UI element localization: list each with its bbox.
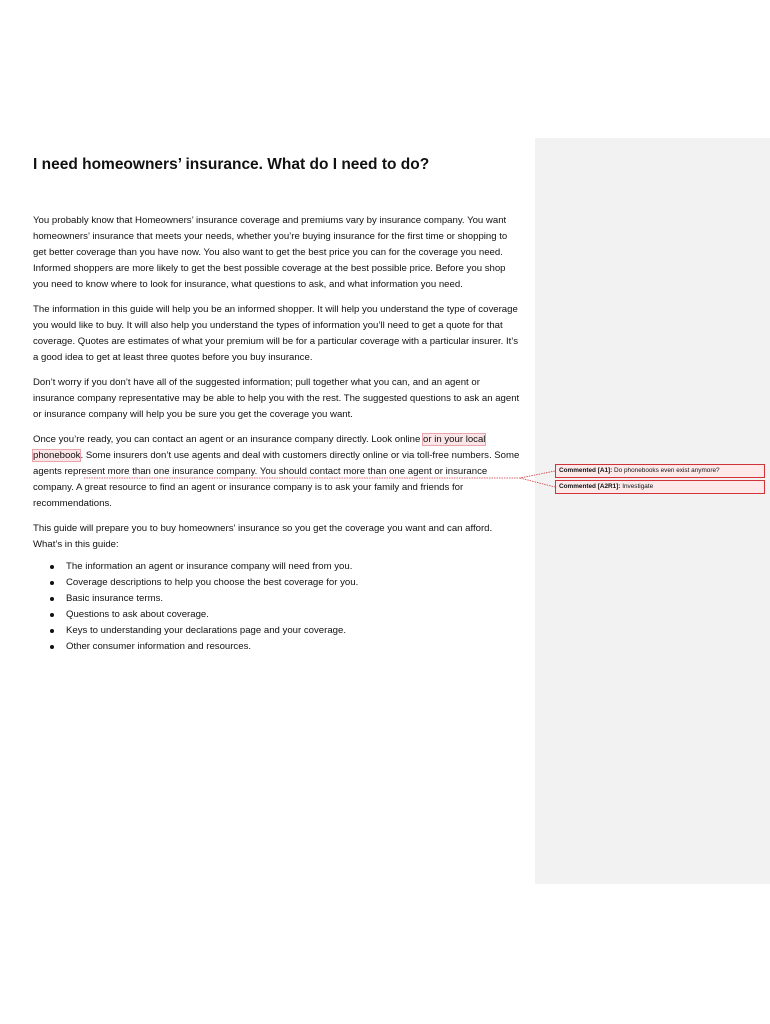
paragraph-contact-end: . Some insurers don’t use agents and deal with customers directly online or via toll-free numbers. Some agents represent more than one insurance company. You should contact more than one agent or insurance company. A great resource to find an agent or insurance company is to ask your family and friends for recommendations.: [33, 450, 520, 509]
comment-a2r1[interactable]: [555, 480, 765, 494]
comment-a1[interactable]: [555, 464, 765, 478]
document-title: I need homeowners’ insurance. What do I need to do?: [33, 156, 430, 173]
list-item: Basic insurance terms.: [66, 591, 521, 607]
list-item: Keys to understanding your declarations page and your coverage.: [66, 623, 521, 639]
commented-text-highlight[interactable]: or in your local phonebook: [33, 434, 486, 461]
comment-label: Commented [A1]:: [559, 467, 613, 474]
paragraph-contact-start: Once you’re ready, you can contact an agent or an insurance company directly. Look online: [33, 434, 424, 445]
list-item: The information an agent or insurance company will need from you.: [66, 559, 521, 575]
list-item: Questions to ask about coverage.: [66, 607, 521, 623]
paragraph-dont-worry: Don’t worry if you don’t have all of the suggested information; pull together what you can, and an agent or insurance company representative may be able to help you with the rest. The suggested questions to ask an agent or insurance company will help you be sure you get the coverage you want.: [33, 377, 520, 420]
comment-text: Investigate: [622, 483, 654, 490]
list-item: Other consumer information and resources.: [66, 639, 521, 655]
list-item: Coverage descriptions to help you choose the best coverage for you.: [66, 575, 521, 591]
paragraph-guide-contents: This guide will prepare you to buy homeowners’ insurance so you get the coverage you want and can afford. What’s in this guide:: [33, 523, 493, 550]
comment-text: Do phonebooks even exist anymore?: [614, 467, 720, 474]
paragraph-intro: You probably know that Homeowners’ insurance coverage and premiums vary by insurance company. You want homeowners’ insurance that meets your needs, whether you’re buying insurance for the first time or shopping to get better coverage than you have now. You also want to get the best price you can for the coverage you need. Informed shoppers are more likely to get the best possible coverage at the best possible price. Before you shop you need to know where to look for insurance, what questions to ask, and what information you need.: [33, 215, 508, 290]
comment-label: Commented [A2R1]:: [559, 483, 621, 490]
paragraph-guide-purpose: The information in this guide will help you be an informed shopper. It will help you understand the type of coverage you would like to buy. It will also help you understand the types of information you’ll need to get a quote for that coverage. Quotes are estimates of what your premium will be for a particular coverage with a particular insurer. It’s a good idea to get at least three quotes before you buy insurance.: [33, 304, 519, 363]
